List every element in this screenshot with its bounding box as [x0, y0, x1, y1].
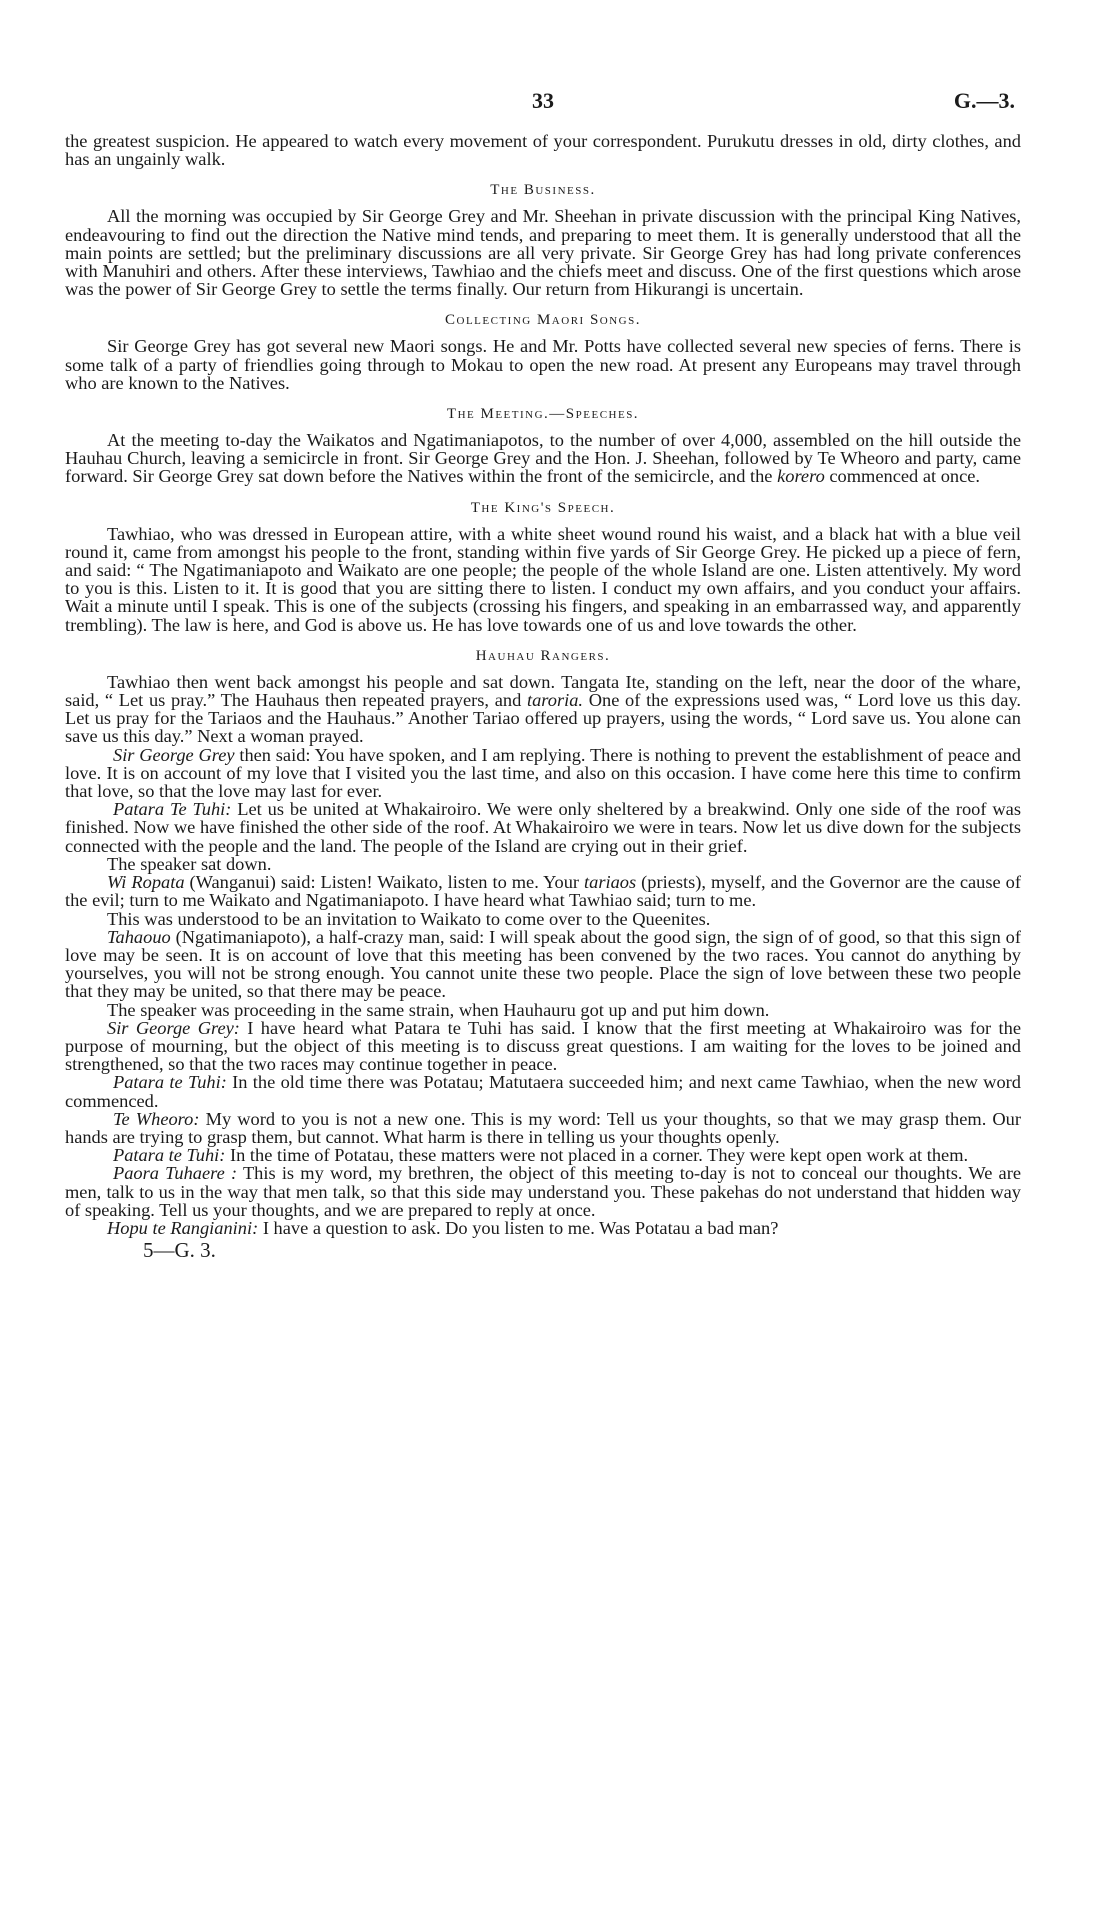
speech-paragraph: [65, 1073, 1021, 1109]
meeting-text-a: At the meeting to-day the Waikatos and Ngatimaniapotos, to the number of over 4,000, assembled on the hill outside the Hauhau Church, leaving a semicircle in front. Sir George Grey and the Hon. J. Sheehan, followed by Te Wheoro and party, came forward. Sir George Grey sat down before the Natives within the front of the semicircle, and the: [65, 430, 1021, 487]
speech-paragraph: [65, 873, 1021, 909]
speaker-name: Te Wheoro:: [113, 1108, 200, 1129]
document-page: [65, 88, 1021, 1261]
series-reference: G.—3.: [953, 88, 1015, 113]
speaker-name: Sir George Grey: [113, 744, 235, 765]
speaker-name: Sir George Grey:: [107, 1017, 240, 1038]
term-korero: korero: [777, 466, 825, 487]
speech-text: Let us be united at Whakairoiro. We were only sheltered by a breakwind. Only one side of the roof was finished. Now we have finished the other side of the roof. At Whakairoiro we were in tears. Now let us dive down for the subjects connected with the people and the land. The people of the Island are crying out in their grief.: [65, 799, 1021, 856]
meeting-paragraph: [65, 431, 1021, 486]
kings-speech-paragraph: Tawhiao, who was dressed in European attire, with a white sheet wound round his waist, and a black hat with a blue veil round it, came from amongst his people to the front, standing within five yards of Sir George Grey. He picked up a piece of fern, and said: “ The Ngatimaniapoto and Waikato are one people; the people of the whole Island are one. Listen attentively. My word to you is this. Listen to it. It is good that you are sitting there to listen. I conduct my own affairs, and you conduct your affairs. Wait a minute until I speak. This is one of the subjects (crossing his fingers, and speaking in an embarrassed way, and apparently trembling). The law is here, and God is above us. He has love towards one of us and love towards the other.: [65, 523, 1021, 635]
term-taroria: taroria.: [526, 690, 584, 711]
rangers-text-a: Tawhiao then went back amongst his people and sat down. Tangata Ite, standing on the left, near the door of the whare, said, “ Let us pray.” The Hauhaus then repeated prayers, and: [65, 671, 1021, 711]
meeting-text-b: commenced at once.: [829, 466, 981, 487]
speech-paragraph: [65, 1219, 1021, 1237]
rangers-paragraph: [65, 673, 1021, 746]
speech-paragraph: [65, 1110, 1021, 1146]
business-paragraph: All the morning was occupied by Sir George Grey and Mr. Sheehan in private discussion with the principal King Natives, endeavouring to find out the direction the Native mind tends, and preparing to meet them. It is generally understood that all the main points are settled; but the preliminary discussions are all very private. Sir George Grey has had long private conferences with Manuhiri and others. After these interviews, Tawhiao and the chiefs meet and discuss. One of the first questions which arose was the power of Sir George Grey to settle the terms finally. Our return from Hikurangi is uncertain.: [65, 206, 1021, 300]
speaker-name: Tahaouo: [107, 926, 171, 947]
speaker-name: Patara te Tuhi:: [113, 1072, 227, 1093]
heading-songs: Collecting Maori Songs.: [445, 312, 641, 329]
heading-meeting: The Meeting.—Speeches.: [446, 406, 640, 423]
term-tariaos: tariaos: [584, 872, 637, 893]
speech-text: (Wanganui) said: Listen! Waikato, listen to me. Your: [189, 872, 580, 893]
speaker-name: Patara te Tuhi:: [113, 1145, 226, 1166]
narration-paragraph: The speaker was proceeding in the same strain, when Hauhauru got up and put him down.: [107, 999, 770, 1020]
speech-text: In the old time there was Potatau; Matutaera succeeded him; and next came Tawhiao, when the new word commenced.: [65, 1072, 1021, 1111]
speech-text: (priests), myself, and the Governor are the cause of the evil; turn to me Waikato and Ngatimaniapoto. I have heard what Tawhiao said; turn to me.: [65, 872, 1021, 911]
heading-business: The Business.: [490, 182, 596, 199]
speech-paragraph: [65, 928, 1021, 1001]
speech-paragraph: [65, 746, 1021, 801]
speaker-name: Wi Ropata: [107, 872, 185, 893]
speech-paragraph: [65, 1019, 1021, 1074]
speech-text: (Ngatimaniapoto), a half-crazy man, said: I will speak about the good sign, the sign of of good, so that this sign of love may be seen. It is on account of love that this meeting has been convened by the two races. You cannot do anything by yourselves, you will not be strong enough. You cannot unite these two people. Place the sign of love between these two people that they may be united, so that there may be peace.: [65, 926, 1021, 1002]
heading-rangers: Hauhau Rangers.: [475, 647, 611, 664]
speech-text: In the time of Potatau, these matters were not placed in a corner. They were kept open work at them.: [230, 1145, 969, 1166]
speaker-name: Patara Te Tuhi:: [113, 799, 232, 820]
speaker-name: Paora Tuhaere :: [113, 1163, 238, 1184]
speech-text: then said: You have spoken, and I am replying. There is nothing to prevent the establishment of peace and love. It is on account of my love that I visited you the last time, and also on this occasion. I have come here this time to confirm that love, so that the love may last for ever.: [65, 744, 1021, 802]
speech-paragraph: [65, 1146, 1021, 1164]
speech-paragraph: [65, 800, 1021, 855]
speaker-name: Hopu te Rangianini:: [107, 1217, 259, 1238]
sheet-signature: 5—G. 3.: [143, 1238, 216, 1263]
speech-text: My word to you is not a new one. This is my word: Tell us your thoughts, so that we may grasp them. Our hands are trying to grasp them, but cannot. What harm is there in telling us your thoughts openly.: [65, 1108, 1021, 1147]
narration-paragraph: The speaker sat down.: [107, 853, 272, 874]
songs-paragraph: Sir George Grey has got several new Maori songs. He and Mr. Potts have collected several new species of ferns. There is some talk of a party of friendlies going through to Mokau to open the new road. At present any Europeans may travel through who are known to the Natives.: [65, 336, 1021, 393]
speech-text: I have heard what Patara te Tuhi has said. I know that the first meeting at Whakairoiro was for the purpose of mourning, but the object of this meeting is to discuss great questions. I am waiting for the loves to be joined and strengthened, so that the two races may continue together in peace.: [65, 1017, 1021, 1075]
rangers-text-b: One of the expressions used was, “ Lord love us this day. Let us pray for the Tariaos and the Hauhaus.” Another Tariao offered up prayers, using the words, “ Lord save us. You alone can save us this day.” Next a woman prayed.: [65, 690, 1021, 747]
speech-text: I have a question to ask. Do you listen to me. Was Potatau a bad man?: [262, 1217, 779, 1238]
heading-kings-speech: The King's Speech.: [470, 499, 616, 516]
page-header: [65, 88, 1021, 132]
page-number: 33: [532, 88, 554, 113]
narration-paragraph: This was understood to be an invitation to Waikato to come over to the Queenites.: [107, 908, 711, 929]
intro-paragraph: the greatest suspicion. He appeared to watch every movement of your correspondent. Purukutu dresses in old, dirty clothes, and has an ungainly walk.: [65, 131, 1021, 170]
speech-paragraph: [65, 1164, 1021, 1219]
speech-text: This is my word, my brethren, the object of this meeting to-day is not to conceal our thoughts. We are men, talk to us in the way that men talk, so that this side may understand you. These pakehas do not understand that hidden way of speaking. Tell us your thoughts, and we are prepared to reply at once.: [65, 1163, 1022, 1220]
